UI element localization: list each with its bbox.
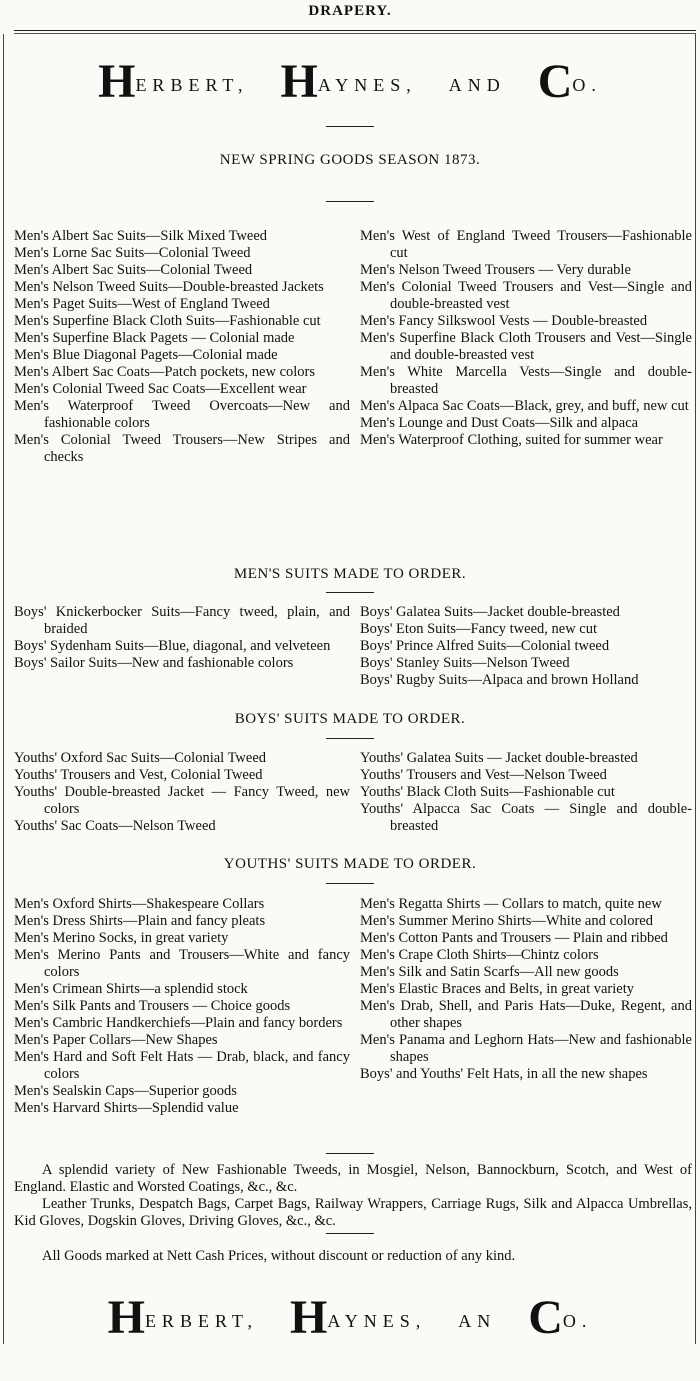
list-item: Boys' Knickerbocker Suits—Fancy tweed, plain, and braided — [14, 604, 350, 637]
list-item: Men's Panama and Leghorn Hats—New and fashionable shapes — [360, 1032, 692, 1065]
list-item: Men's Elastic Braces and Belts, in great variety — [360, 981, 634, 997]
list-item: Youths' Sac Coats—Nelson Tweed — [14, 818, 216, 834]
season-title: NEW SPRING GOODS SEASON 1873. — [219, 152, 481, 168]
youths-section — [14, 750, 692, 855]
men-heading: MEN'S SUITS MADE TO ORDER. — [233, 566, 467, 582]
list-item: Men's Waterproof Tweed Overcoats—New and fashionable colors — [14, 398, 350, 431]
list-item: Men's Sealskin Caps—Superior goods — [14, 1083, 237, 1099]
men-left-column — [14, 228, 350, 466]
list-item: Boys' Rugby Suits—Alpaca and brown Holland — [360, 672, 639, 688]
goods-right-column — [360, 896, 692, 1083]
list-item: Men's Crape Cloth Shirts—Chintz colors — [360, 947, 599, 963]
list-item: Boys' Sailor Suits—New and fashionable colors — [14, 655, 294, 671]
men-right-column — [360, 228, 692, 449]
firm-bottom-initial-c: C — [528, 1291, 563, 1344]
rule-under-season — [326, 201, 374, 202]
firm-initial-c: C — [537, 55, 573, 108]
list-item: Men's Merino Pants and Trousers—White and fancy colors — [14, 947, 350, 980]
firm-bottom-word-co: O. — [562, 1311, 593, 1331]
list-item: Men's Albert Sac Coats—Patch pockets, new colors — [14, 364, 316, 380]
list-item: Men's Hard and Soft Felt Hats — Drab, black, and fancy colors — [14, 1049, 350, 1082]
list-item: Men's Albert Sac Suits—Silk Mixed Tweed — [14, 228, 268, 244]
list-item: Men's Dress Shirts—Plain and fancy pleats — [14, 913, 266, 929]
list-item: Men's Merino Socks, in great variety — [14, 930, 229, 946]
firm-name-bottom — [0, 1290, 700, 1345]
firm-bottom-initial-h: H — [107, 1291, 145, 1344]
firm-bottom-word-and: AN — [458, 1311, 497, 1331]
youths-right-column — [360, 750, 692, 835]
list-item: Men's Cambric Handkerchiefs—Plain and fancy borders — [14, 1015, 343, 1031]
list-item: Men's Silk Pants and Trousers — Choice goods — [14, 998, 291, 1014]
list-item: Men's Colonial Tweed Sac Coats—Excellent wear — [14, 381, 307, 397]
firm-word-co: O. — [572, 75, 602, 95]
rule-goods — [326, 1153, 374, 1154]
list-item: Men's Cotton Pants and Trousers — Plain and ribbed — [360, 930, 668, 946]
section-header: DRAPERY. — [308, 3, 392, 19]
firm-name-top — [0, 54, 700, 109]
list-item: Youths' Oxford Sac Suits—Colonial Tweed — [14, 750, 267, 766]
list-item: Youths' Trousers and Vest—Nelson Tweed — [360, 767, 607, 783]
list-item: Men's Superfine Black Cloth Suits—Fashionable cut — [14, 313, 321, 329]
list-item: Boys' Stanley Suits—Nelson Tweed — [360, 655, 570, 671]
firm-initial-h2: H — [280, 55, 318, 108]
list-item: Boys' Eton Suits—Fancy tweed, new cut — [360, 621, 598, 637]
list-item: Youths' Double-breasted Jacket — Fancy Tweed, new colors — [14, 784, 350, 817]
list-item: Men's Blue Diagonal Pagets—Colonial made — [14, 347, 278, 363]
footer-tweeds: A splendid variety of New Fashionable Tweeds, in Mosgiel, Nelson, Bannockburn, Scotch, and West of England. Elastic and Worsted Coatings, &c., &c. — [14, 1162, 692, 1195]
list-item: Men's Nelson Tweed Suits—Double-breasted Jackets — [14, 279, 324, 295]
list-item: Men's Paper Collars—New Shapes — [14, 1032, 218, 1048]
boys-right-column — [360, 604, 692, 689]
list-item: Men's Fancy Silkswool Vests — Double-breasted — [360, 313, 648, 329]
list-item: Youths' Black Cloth Suits—Fashionable cut — [360, 784, 615, 800]
list-item: Men's Superfine Black Cloth Trousers and Vest—Single and double-breasted vest — [360, 330, 692, 363]
list-item: Men's Silk and Satin Scarfs—All new goods — [360, 964, 619, 980]
footer-trunks: Leather Trunks, Despatch Bags, Carpet Bags, Railway Wrappers, Carriage Rugs, Silk and Alpacca Umbrellas, Kid Gloves, Dogskin Gloves, Driving Gloves, &c., &c. — [14, 1196, 692, 1229]
right-border — [695, 34, 696, 1344]
list-item: Men's Paget Suits—West of England Tweed — [14, 296, 270, 312]
firm-initial-h: H — [98, 55, 136, 108]
boys-section — [14, 604, 692, 714]
rule-youths — [326, 883, 374, 884]
list-item: Men's Lorne Sac Suits—Colonial Tweed — [14, 245, 251, 261]
rule-men — [326, 592, 374, 593]
list-item: Men's Regatta Shirts — Collars to match, quite new — [360, 896, 662, 912]
list-item: Men's Alpaca Sac Coats—Black, grey, and buff, new cut — [360, 398, 689, 414]
list-item: Men's Albert Sac Suits—Colonial Tweed — [14, 262, 253, 278]
list-item: Men's Superfine Black Pagets — Colonial made — [14, 330, 295, 346]
firm-bottom-word-herbert: ERBERT, — [144, 1311, 259, 1331]
youths-left-column — [14, 750, 350, 835]
list-item: Men's Colonial Tweed Trousers—New Stripes and checks — [14, 432, 350, 465]
list-item: Men's Drab, Shell, and Paris Hats—Duke, Regent, and other shapes — [360, 998, 692, 1031]
boys-left-column — [14, 604, 350, 672]
list-item: Boys' Sydenham Suits—Blue, diagonal, and velveteen — [14, 638, 331, 654]
header-rule — [14, 30, 696, 31]
list-item: Men's Nelson Tweed Trousers — Very durable — [360, 262, 631, 278]
goods-left-column — [14, 896, 350, 1117]
list-item: Men's West of England Tweed Trousers—Fashionable cut — [360, 228, 692, 261]
list-item: Men's Colonial Tweed Trousers and Vest—Single and double-breasted vest — [360, 279, 692, 312]
footer-prices: All Goods marked at Nett Cash Prices, without discount or reduction of any kind. — [42, 1248, 516, 1264]
youths-heading: YOUTHS' SUITS MADE TO ORDER. — [223, 856, 477, 872]
firm-word-and: AND — [448, 75, 506, 95]
firm-word-herbert: ERBERT, — [135, 75, 249, 95]
list-item: Youths' Alpacca Sac Coats — Single and double-breasted — [360, 801, 692, 834]
list-item: Men's Summer Merino Shirts—White and colored — [360, 913, 653, 929]
list-item: Men's Oxford Shirts—Shakespeare Collars — [14, 896, 265, 912]
list-item: Boys' Prince Alfred Suits—Colonial tweed — [360, 638, 610, 654]
list-item: Men's Lounge and Dust Coats—Silk and alpaca — [360, 415, 639, 431]
firm-word-haynes: AYNES, — [317, 75, 417, 95]
footer-prices-wrap — [14, 1248, 692, 1265]
firm-bottom-word-haynes: AYNES, — [327, 1311, 427, 1331]
list-item: Youths' Trousers and Vest, Colonial Tweed — [14, 767, 263, 783]
list-item: Men's White Marcella Vests—Single and double-breasted — [360, 364, 692, 397]
list-item: Men's Waterproof Clothing, suited for summer wear — [360, 432, 663, 448]
goods-section — [14, 896, 692, 1146]
boys-heading: BOYS' SUITS MADE TO ORDER. — [234, 711, 466, 727]
footer-text — [14, 1162, 692, 1230]
list-item: Youths' Galatea Suits — Jacket double-breasted — [360, 750, 638, 766]
rule-under-firm — [326, 126, 374, 127]
list-item: Boys' and Youths' Felt Hats, in all the new shapes — [360, 1066, 648, 1082]
rule-footer — [326, 1233, 374, 1234]
header-rule-thin — [14, 33, 696, 34]
list-item: Men's Crimean Shirts—a splendid stock — [14, 981, 248, 997]
list-item: Men's Harvard Shirts—Splendid value — [14, 1100, 239, 1116]
rule-boys — [326, 738, 374, 739]
men-section — [14, 228, 692, 568]
list-item: Boys' Galatea Suits—Jacket double-breasted — [360, 604, 620, 620]
firm-bottom-initial-h2: H — [290, 1291, 328, 1344]
left-border — [3, 34, 4, 1344]
